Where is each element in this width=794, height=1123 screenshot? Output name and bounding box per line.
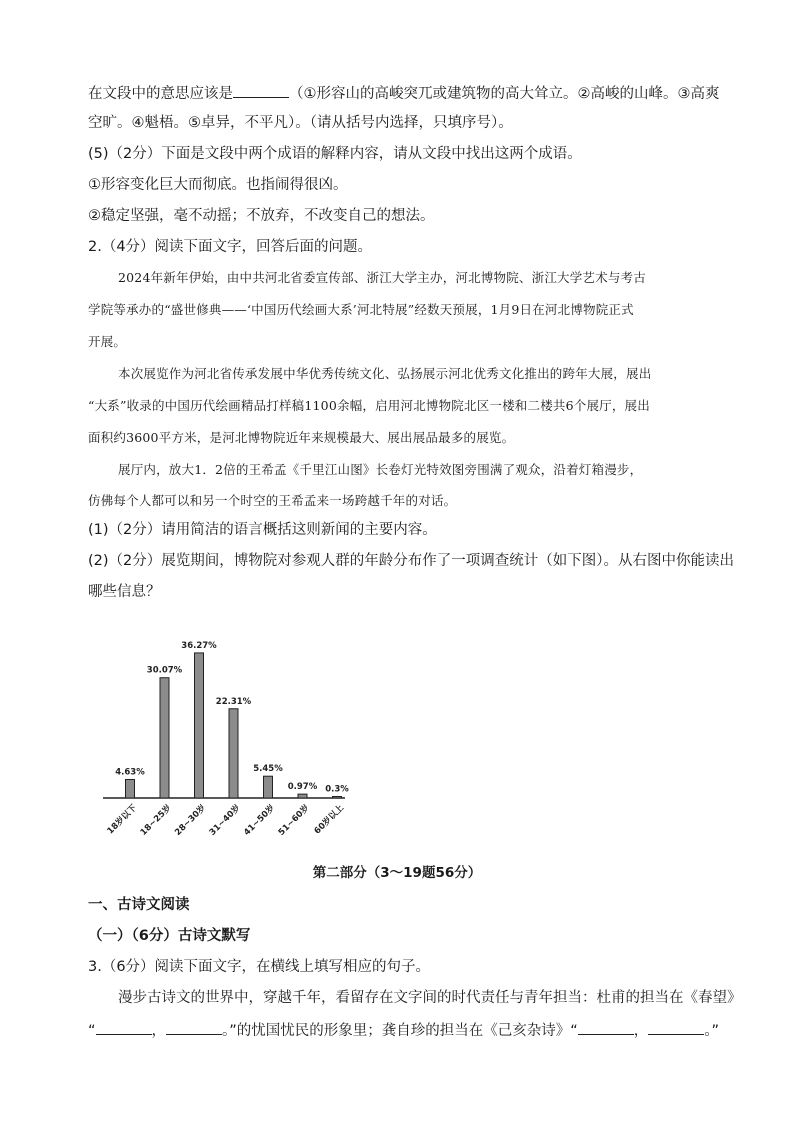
poetry-paragraph-line-1: 漫步古诗文的世界中，穿越千年，看留存在文字间的时代责任与青年担当：杜甫的担当在《春望》 <box>118 990 742 1006</box>
bar-value-label-1: 30.07% <box>146 665 183 676</box>
bar-value-label-2: 36.27% <box>181 640 217 651</box>
idiom-definition-2: ②稳定坚强，毫不动摇；不放弃，不改变自己的想法。 <box>88 208 435 224</box>
answer-blank[interactable] <box>648 1019 704 1035</box>
answer-blank[interactable] <box>578 1019 634 1035</box>
answer-blank[interactable] <box>166 1019 222 1035</box>
bar-value-label-6: 0.3% <box>325 784 349 795</box>
subquestion-1: (1)（2分）请用简洁的语言概括这则新闻的主要内容。 <box>88 522 437 538</box>
bar-0 <box>126 779 135 798</box>
question-3-heading: 3.（6分）阅读下面文字，在横线上填写相应的句子。 <box>88 959 431 975</box>
part-2-title: 第二部分（3～19题56分） <box>312 865 482 881</box>
question-2-heading: 2.（4分）阅读下面文字，回答后面的问题。 <box>88 239 373 255</box>
category-label-6: 60岁以上 <box>312 803 347 837</box>
news-paragraph-2-line-1: 本次展览作为河北省传承发展中华优秀传统文化、弘扬展示河北优秀文化推出的跨年大展，展出 <box>118 366 652 381</box>
subquestion-2-line-1: (2)（2分）展览期间，博物院对参观人群的年龄分布作了一项调查统计（如下图）。从右图中你能读出 <box>88 553 735 569</box>
bar-value-label-3: 22.31% <box>215 696 252 707</box>
news-paragraph-1-line-3: 开展。 <box>88 334 127 349</box>
news-paragraph-3-line-2: 仿佛每个人都可以和另一个时空的王希孟来一场跨越千年的对话。 <box>88 493 457 508</box>
news-paragraph-1-line-2: 学院等承办的“盛世修典——‘中国历代绘画大系’河北特展”经数天预展，1月9日在河北博物院正式 <box>88 302 634 317</box>
bar-3 <box>229 709 238 798</box>
category-label-1: 18~25岁 <box>138 803 174 838</box>
section-1-heading: 一、古诗文阅读 <box>88 897 190 913</box>
answer-blank[interactable] <box>96 1019 152 1035</box>
subquestion-2-line-2: 哪些信息？ <box>88 584 161 600</box>
bar-5 <box>298 794 307 798</box>
meaning-question-line-1: 在文段中的意思应该是 （①形容山的高峻突兀或建筑物的高大耸立。②高峻的山峰。③高爽 <box>88 82 720 104</box>
idiom-definition-1: ①形容变化巨大而彻底。也指闹得很凶。 <box>88 177 348 193</box>
age-distribution-bar-chart <box>95 618 365 848</box>
category-label-0: 18岁以下 <box>105 803 140 837</box>
subsection-heading: （一）（6分）古诗文默写 <box>88 928 251 944</box>
news-paragraph-2-line-2: “大系”收录的中国历代绘画精品打样稿1100余幅，启用河北博物院北区一楼和二楼共6个展厅，展出 <box>88 398 650 413</box>
bar-4 <box>264 776 273 798</box>
news-paragraph-3-line-1: 展厅内，放大1．2倍的王希孟《千里江山图》长卷灯光特效图旁围满了观众，沿着灯箱漫步， <box>118 462 643 477</box>
meaning-question-line-2: 空旷。④魁梧。⑤卓异，不平凡）。（请从括号内选择，只填序号）。 <box>88 115 513 131</box>
bar-6 <box>333 797 342 799</box>
news-paragraph-1-line-1: 2024年新年伊始，由中共河北省委宣传部、浙江大学主办，河北博物院、浙江大学艺术与考古 <box>118 270 646 285</box>
bar-value-label-4: 5.45% <box>253 764 283 775</box>
bar-value-label-5: 0.97% <box>287 782 318 793</box>
poetry-paragraph-line-2: “ ， 。”的忧国忧民的形象里；龚自珍的担当在《己亥杂诗》“ ， 。” <box>88 1019 719 1041</box>
bar-2 <box>195 653 204 798</box>
category-label-3: 31~40岁 <box>207 803 243 838</box>
question-5: (5)（2分）下面是文段中两个成语的解释内容，请从文段中找出这两个成语。 <box>88 146 582 162</box>
category-label-5: 51~60岁 <box>276 803 312 838</box>
bar-value-label-0: 4.63% <box>115 767 145 778</box>
category-label-2: 28~30岁 <box>173 803 209 838</box>
bar-1 <box>160 678 169 798</box>
answer-blank[interactable] <box>233 82 289 98</box>
news-paragraph-2-line-3: 面积约3600平方米，是河北博物院近年来规模最大、展出展品最多的展览。 <box>88 430 515 445</box>
category-label-4: 41~50岁 <box>242 803 278 838</box>
